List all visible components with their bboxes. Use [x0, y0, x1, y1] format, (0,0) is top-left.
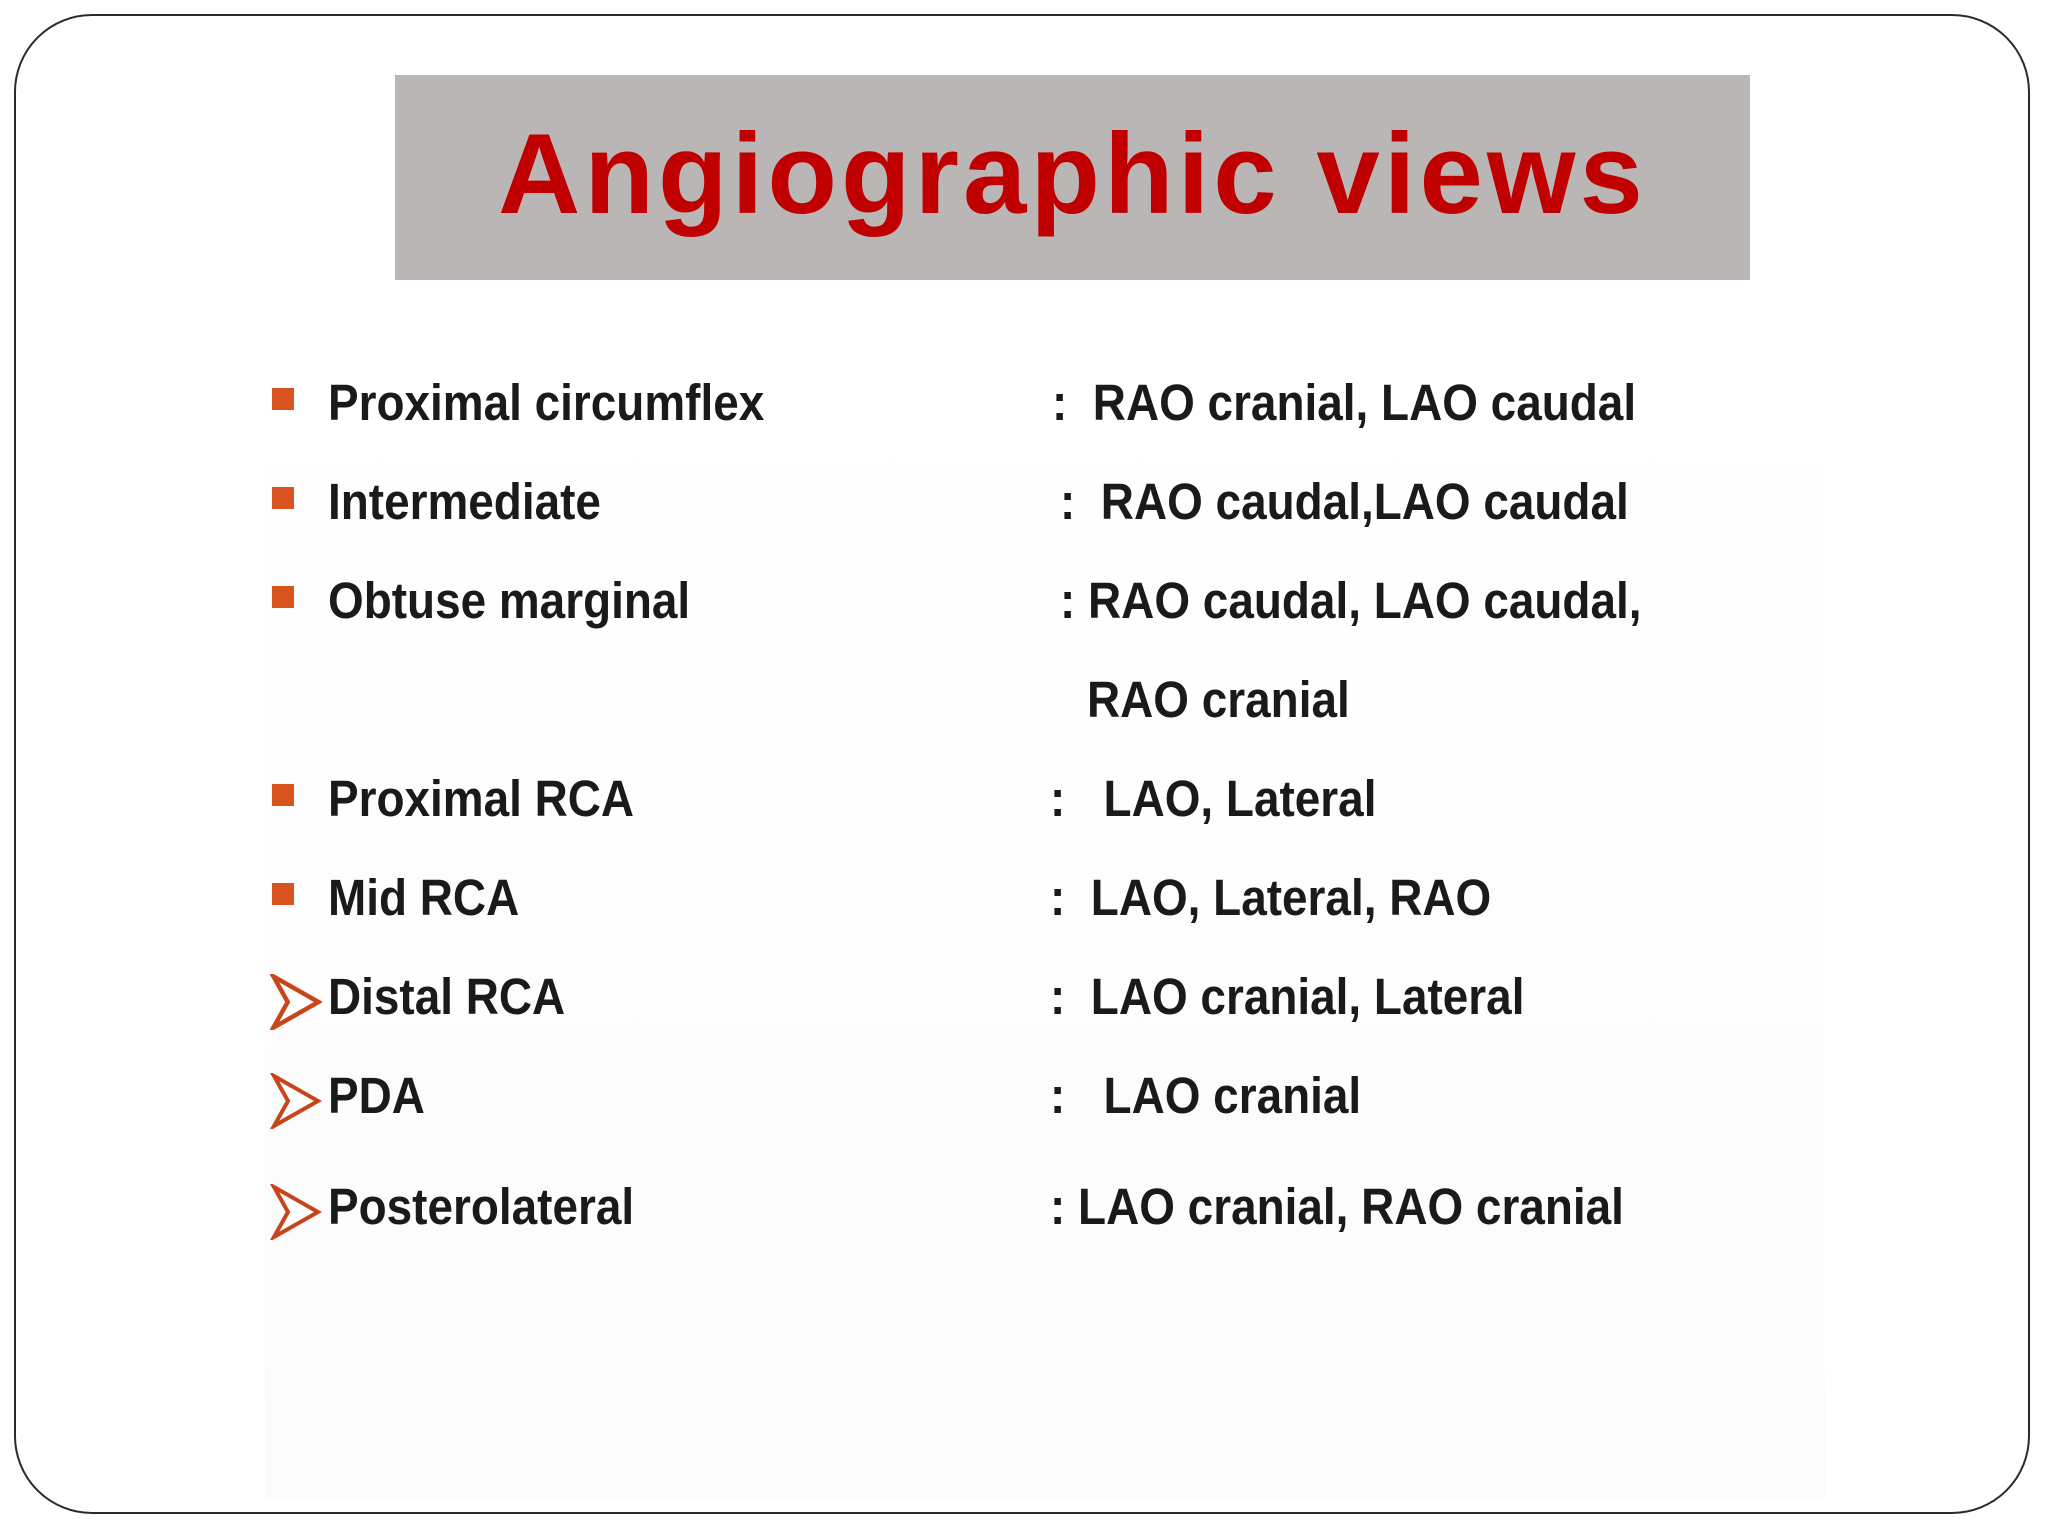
list-item-mid-rca [0, 863, 2048, 933]
square-bullet-icon [272, 784, 294, 806]
list-item-proximal-rca [0, 764, 2048, 834]
item-value: : RAO caudal,LAO caudal [1060, 473, 1629, 530]
list-item-proximal-circumflex [0, 368, 2048, 438]
item-value: : LAO cranial, RAO cranial [1050, 1178, 1624, 1235]
arrow-bullet-icon [270, 974, 322, 1030]
item-label: Proximal RCA [328, 770, 635, 827]
item-value: : LAO, Lateral, RAO [1050, 869, 1492, 926]
list-item-continuation [0, 665, 2048, 735]
list-item-pda [0, 1061, 2048, 1131]
item-label: Proximal circumflex [328, 374, 765, 431]
item-value: : RAO caudal, LAO caudal, [1060, 572, 1642, 629]
item-value: : LAO cranial, Lateral [1050, 968, 1525, 1025]
item-value: RAO cranial [1087, 671, 1350, 728]
arrow-bullet-icon [270, 1184, 322, 1240]
list-item-intermediate [0, 467, 2048, 537]
list-item-distal-rca [0, 962, 2048, 1032]
list-item-posterolateral [0, 1172, 2048, 1242]
arrow-bullet-icon [270, 1073, 322, 1129]
square-bullet-icon [272, 487, 294, 509]
item-label: Obtuse marginal [328, 572, 691, 629]
square-bullet-icon [272, 388, 294, 410]
list-item-obtuse-marginal [0, 566, 2048, 636]
square-bullet-icon [272, 586, 294, 608]
item-label: Distal RCA [328, 968, 566, 1025]
item-label: Mid RCA [328, 869, 520, 926]
item-value: : LAO, Lateral [1050, 770, 1377, 827]
item-value: : LAO cranial [1050, 1067, 1362, 1124]
item-value: : RAO cranial, LAO caudal [1052, 374, 1637, 431]
item-label: Intermediate [328, 473, 601, 530]
item-label: PDA [328, 1067, 425, 1124]
slide-title: Angiographic views [498, 110, 1647, 238]
item-label: Posterolateral [328, 1178, 635, 1235]
square-bullet-icon [272, 883, 294, 905]
